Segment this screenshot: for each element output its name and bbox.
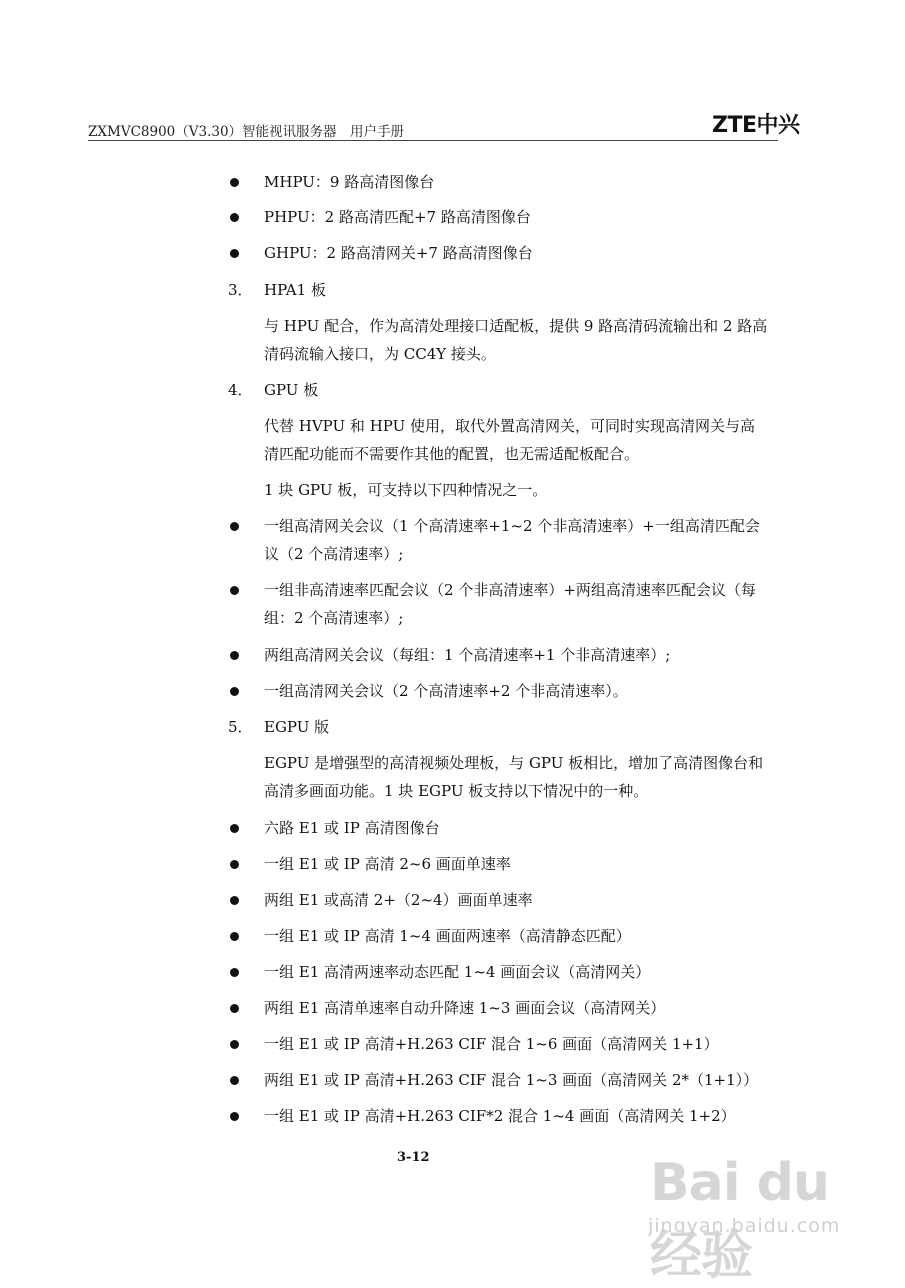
section-heading: GPU 板 — [264, 381, 319, 399]
paragraph-line: 与 HPU 配合，作为高清处理接口适配板，提供 9 路高清码流输出和 2 路高 — [264, 317, 768, 335]
paragraph-line: 清匹配功能而不需要作其他的配置，也无需适配板配合。 — [264, 445, 640, 463]
bullet-icon — [230, 178, 239, 187]
bullet-icon — [230, 1076, 239, 1085]
list-item: 六路 E1 或 IP 高清图像台 — [264, 819, 440, 837]
bullet-icon — [230, 522, 239, 531]
paragraph-line: 代替 HVPU 和 HPU 使用，取代外置高清网关，可同时实现高清网关与高 — [264, 417, 756, 435]
bullet-icon — [230, 651, 239, 660]
section-number: 4． — [228, 381, 253, 399]
paragraph-line: 1 块 GPU 板，可支持以下四种情况之一。 — [264, 481, 548, 499]
list-item-continuation: 组：2 个高清速率）; — [264, 609, 404, 627]
watermark-url: jingyan.baidu.com — [648, 1215, 841, 1237]
list-item: 一组高清网关会议（1 个高清速率+1~2 个非高清速率）+一组高清匹配会 — [264, 517, 760, 535]
list-item: 一组非高清速率匹配会议（2 个非高清速率）+两组高清速率匹配会议（每 — [264, 581, 756, 599]
bullet-icon — [230, 1112, 239, 1121]
bullet-icon — [230, 896, 239, 905]
list-item: 两组高清网关会议（每组：1 个高清速率+1 个非高清速率）; — [264, 646, 671, 664]
watermark-brand: Bai du 经验 — [650, 1153, 829, 1286]
paragraph-line: 清码流输入接口，为 CC4Y 接头。 — [264, 345, 496, 363]
list-item-continuation: 议（2 个高清速率）; — [264, 545, 404, 563]
list-item: PHPU：2 路高清匹配+7 路高清图像台 — [264, 208, 531, 226]
bullet-icon — [230, 860, 239, 869]
page-number: 3-12 — [397, 1150, 430, 1165]
bullet-icon — [230, 213, 239, 222]
bullet-icon — [230, 968, 239, 977]
bullet-icon — [230, 687, 239, 696]
section-heading: EGPU 版 — [264, 718, 330, 736]
list-item: 一组 E1 或 IP 高清+H.263 CIF 混合 1~6 画面（高清网关 1+1） — [264, 1035, 719, 1053]
bullet-icon — [230, 1004, 239, 1013]
list-item: 两组 E1 或高清 2+（2~4）画面单速率 — [264, 891, 533, 909]
bullet-icon — [230, 932, 239, 941]
list-item: GHPU：2 路高清网关+7 路高清图像台 — [264, 244, 533, 262]
list-item: 一组 E1 或 IP 高清 2~6 画面单速率 — [264, 855, 511, 873]
list-item: 一组高清网关会议（2 个高清速率+2 个非高清速率）。 — [264, 682, 628, 700]
bullet-icon — [230, 824, 239, 833]
list-item: 一组 E1 或 IP 高清 1~4 画面两速率（高清静态匹配） — [264, 927, 631, 945]
zte-logo: ZTE中兴 — [712, 113, 800, 138]
paragraph-line: 高清多画面功能。1 块 EGPU 板支持以下情况中的一种。 — [264, 782, 649, 800]
section-number: 3． — [228, 281, 253, 299]
section-number: 5． — [228, 718, 253, 736]
running-header-title: ZXMVC8900（V3.30）智能视讯服务器 用户手册 — [88, 124, 405, 140]
bullet-icon — [230, 1040, 239, 1049]
list-item: 两组 E1 高清单速率自动升降速 1~3 画面会议（高清网关） — [264, 999, 666, 1017]
paragraph-line: EGPU 是增强型的高清视频处理板，与 GPU 板相比，增加了高清图像台和 — [264, 754, 764, 772]
bullet-icon — [230, 249, 239, 258]
list-item: 一组 E1 高清两速率动态匹配 1~4 画面会议（高清网关） — [264, 963, 651, 981]
section-heading: HPA1 板 — [264, 281, 326, 299]
list-item: 两组 E1 或 IP 高清+H.263 CIF 混合 1~3 画面（高清网关 2*（1+1）） — [264, 1071, 759, 1089]
bullet-icon — [230, 586, 239, 595]
header-rule — [88, 140, 778, 141]
list-item: MHPU：9 路高清图像台 — [264, 173, 435, 191]
baidu-watermark — [630, 1135, 870, 1286]
list-item: 一组 E1 或 IP 高清+H.263 CIF*2 混合 1~4 画面（高清网关 1+2） — [264, 1107, 736, 1125]
